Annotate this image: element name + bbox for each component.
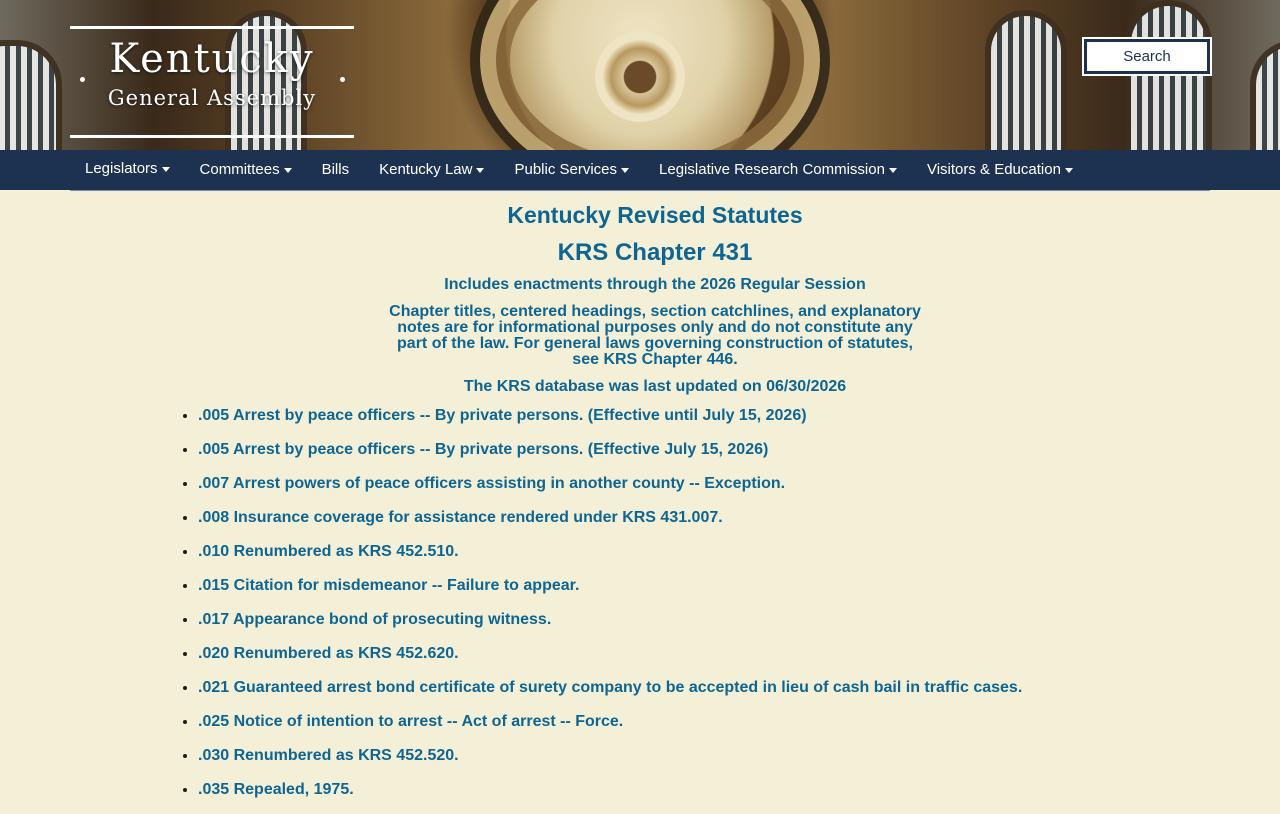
list-item bbox=[198, 474, 1022, 508]
caret-down-icon bbox=[162, 167, 170, 172]
nav-item-label: Legislators bbox=[85, 160, 158, 177]
nav-item-legislators[interactable] bbox=[70, 149, 185, 189]
nav-item-label: Committees bbox=[199, 161, 280, 178]
list-item bbox=[198, 508, 1022, 542]
nav-item-label: Bills bbox=[321, 161, 350, 178]
page-title: Kentucky Revised Statutes bbox=[507, 202, 803, 228]
stained-window-decoration bbox=[1250, 40, 1280, 150]
site-logo[interactable] bbox=[70, 26, 354, 138]
caret-down-icon bbox=[889, 168, 897, 173]
list-item bbox=[198, 712, 1022, 746]
list-item bbox=[198, 644, 1022, 678]
section-link[interactable]: .030 Renumbered as KRS 452.520. bbox=[198, 747, 459, 764]
nav-item-lrc[interactable] bbox=[644, 150, 912, 190]
section-link[interactable]: .021 Guaranteed arrest bond certificate of surety company to be accepted in lieu of cash bail in traffic cases. bbox=[198, 679, 1023, 696]
section-link[interactable]: .015 Citation for misdemeanor -- Failure to appear. bbox=[198, 577, 580, 594]
last-updated: The KRS database was last updated on 06/30/2026 bbox=[463, 378, 847, 395]
section-link[interactable]: .005 Arrest by peace officers -- By private persons. (Effective until July 15, 2026) bbox=[198, 407, 807, 424]
section-link[interactable]: .017 Appearance bond of prosecuting witness. bbox=[198, 611, 552, 628]
list-item bbox=[198, 576, 1022, 610]
nav-item-label: Legislative Research Commission bbox=[659, 161, 885, 178]
section-link[interactable]: .005 Arrest by peace officers -- By private persons. (Effective July 15, 2026) bbox=[198, 441, 769, 458]
caret-down-icon bbox=[476, 168, 484, 173]
nav-item-label: Visitors & Education bbox=[926, 161, 1061, 178]
main-navigation bbox=[0, 150, 1280, 190]
list-item bbox=[198, 406, 1022, 440]
caret-down-icon bbox=[284, 168, 292, 173]
disclaimer-note: Chapter titles, centered headings, section catchlines, and explanatory notes are for informational purposes only and do not constitute any part of the law. For general laws governing construction of statutes, see KRS Chapter 446. bbox=[389, 303, 921, 368]
section-link[interactable]: .008 Insurance coverage for assistance rendered under KRS 431.007. bbox=[198, 509, 723, 526]
nav-item-public-services[interactable] bbox=[499, 150, 644, 190]
dome-rosette-decoration bbox=[603, 40, 677, 114]
stained-window-decoration bbox=[985, 10, 1067, 150]
logo-title: Kentucky bbox=[109, 36, 315, 82]
list-item bbox=[198, 542, 1022, 576]
search-button[interactable]: Search bbox=[1084, 39, 1210, 74]
section-link[interactable]: .035 Repealed, 1975. bbox=[198, 781, 354, 798]
nav-item-visitors-education[interactable] bbox=[912, 150, 1088, 190]
section-link[interactable]: .025 Notice of intention to arrest -- Act of arrest -- Force. bbox=[198, 713, 624, 730]
section-list bbox=[180, 406, 1022, 814]
section-link[interactable]: .010 Renumbered as KRS 452.510. bbox=[198, 543, 459, 560]
stained-window-decoration bbox=[1125, 0, 1212, 150]
list-item bbox=[198, 780, 1022, 814]
nav-item-kentucky-law[interactable] bbox=[364, 150, 499, 190]
section-link[interactable]: .020 Renumbered as KRS 452.620. bbox=[198, 645, 459, 662]
nav-bar bbox=[70, 150, 1210, 191]
list-item bbox=[198, 610, 1022, 644]
stained-window-decoration bbox=[0, 40, 62, 150]
caret-down-icon bbox=[621, 168, 629, 173]
nav-item-committees[interactable] bbox=[185, 150, 307, 190]
header-banner bbox=[0, 0, 1280, 150]
nav-item-bills[interactable] bbox=[307, 150, 365, 190]
list-item bbox=[198, 746, 1022, 780]
enactments-note: Includes enactments through the 2026 Regular Session bbox=[444, 276, 866, 293]
logo-subtitle: General Assembly bbox=[107, 86, 317, 110]
list-item bbox=[198, 678, 1022, 712]
list-item bbox=[198, 440, 1022, 474]
section-link[interactable]: .007 Arrest powers of peace officers assisting in another county -- Exception. bbox=[198, 475, 786, 492]
caret-down-icon bbox=[1065, 168, 1073, 173]
chapter-heading: KRS Chapter 431 bbox=[557, 239, 753, 266]
nav-item-label: Public Services bbox=[514, 161, 618, 178]
nav-item-label: Kentucky Law bbox=[379, 161, 473, 178]
